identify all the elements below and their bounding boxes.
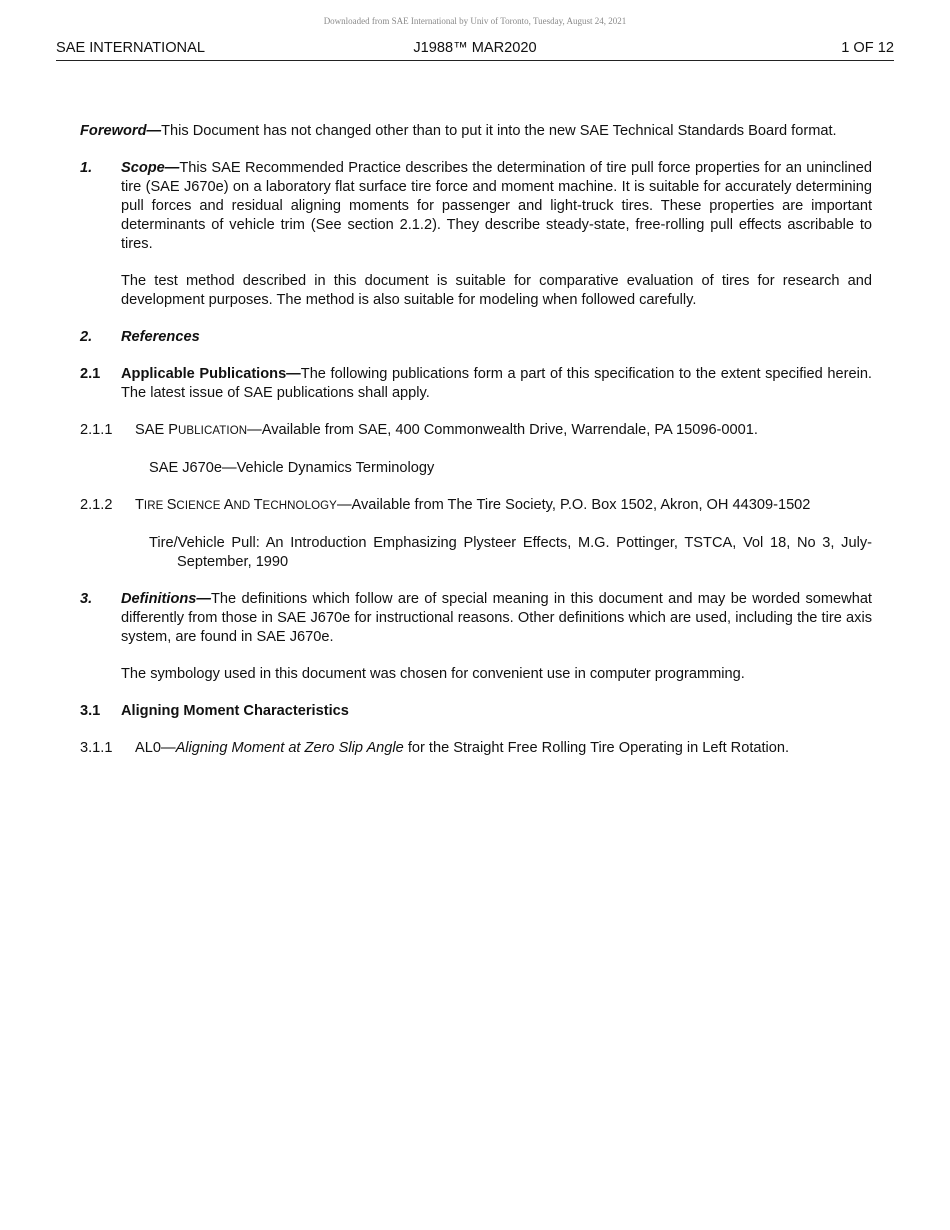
header-doc-id: J1988™ MAR2020 <box>413 40 537 56</box>
header-page-number: 1 OF 12 <box>841 40 894 56</box>
section-number: 2.1 <box>80 366 101 382</box>
definitions-text: The definitions which follow are of special meaning in this document and may be worded somewhat differently from those in SAE J670e for instructional reasons. Other definitions which are used, including the tire axis system, are found in SAE J670e. <box>121 591 872 645</box>
al0-paragraph: AL0—Aligning Moment at Zero Slip Angle for the Straight Free Rolling Tire Operating in Left Rotation. <box>135 740 790 756</box>
section-number: 1. <box>80 160 93 176</box>
scope-label: Scope— <box>121 160 180 176</box>
scope-paragraph-2: The test method described in this document is suitable for comparative evaluation of tires for research and development purposes. The method is also suitable for modeling when followed carefully. <box>121 273 872 308</box>
section-1-scope <box>80 159 872 254</box>
section-number: 3.1.1 <box>80 740 113 756</box>
applicable-text: The following publications form a part of this specification to the extent specified herein. The latest issue of SAE publications shall apply. <box>121 366 872 401</box>
scope-text: This SAE Recommended Practice describes the determination of tire pull force properties for an uninclined tire (SAE J670e) on a laboratory flat surface tire force and moment machine. It is suitable for accurately determining pull forces and residual aligning moments for passenger and light-truck tires. These properties are important determinants of vehicle trim (See section 2.1.2). They describe steady-state, free-rolling pull effects ascribable to tires. <box>121 160 872 252</box>
definitions-paragraph-2: The symbology used in this document was chosen for convenient use in computer programming. <box>121 666 745 682</box>
header-org: SAE INTERNATIONAL <box>56 40 205 56</box>
section-number: 2.1.1 <box>80 422 113 438</box>
al0-text: for the Straight Free Rolling Tire Operating in Left Rotation. <box>403 740 790 756</box>
section-2-references <box>80 328 872 347</box>
definitions-paragraph <box>121 590 872 647</box>
section-3-definitions <box>80 590 872 647</box>
section-3-1-1-al0 <box>80 739 872 758</box>
section-number: 3. <box>80 591 93 607</box>
section-3-1-aligning-moment <box>80 702 872 721</box>
section-number: 2.1.2 <box>80 497 113 513</box>
tire-science-paragraph: TIRE SCIENCE AND TECHNOLOGY—Available from The Tire Society, P.O. Box 1502, Akron, OH 44309-1502 <box>135 497 811 513</box>
applicable-paragraph <box>121 365 872 403</box>
reference-item-pottinger: Tire/Vehicle Pull: An Introduction Emphasizing Plysteer Effects, M.G. Pottinger, TSTCA, Vol 18, No 3, July-September, 1990 <box>149 535 872 570</box>
section-2-1-applicable-publications <box>80 365 872 403</box>
sae-publication-paragraph: SAE PUBLICATION—Available from SAE, 400 Commonwealth Drive, Warrendale, PA 15096-0001. <box>135 422 758 438</box>
foreword-text: This Document has not changed other than to put it into the new SAE Technical Standards Board format. <box>161 123 837 139</box>
sae-publication-text: —Available from SAE, 400 Commonwealth Drive, Warrendale, PA 15096-0001. <box>247 422 758 438</box>
foreword-label: Foreword— <box>80 123 162 139</box>
foreword-paragraph <box>80 122 872 141</box>
document-body <box>80 122 872 776</box>
tire-science-text: —Available from The Tire Society, P.O. Box 1502, Akron, OH 44309-1502 <box>336 497 811 513</box>
download-note: Downloaded from SAE International by Univ of Toronto, Tuesday, August 24, 2021 <box>323 16 627 26</box>
aligning-heading: Aligning Moment Characteristics <box>121 703 349 719</box>
reference-item-j670e: SAE J670e—Vehicle Dynamics Terminology <box>149 460 435 476</box>
section-2-1-2-tire-science <box>80 496 872 516</box>
definitions-label: Definitions— <box>121 591 211 607</box>
page-header <box>56 38 894 61</box>
section-2-1-1-sae-publication <box>80 421 872 441</box>
section-number: 2. <box>80 329 93 345</box>
al0-term: Aligning Moment at Zero Slip Angle <box>175 740 404 756</box>
references-heading: References <box>121 329 200 345</box>
section-number: 3.1 <box>80 703 101 719</box>
applicable-label: Applicable Publications— <box>121 366 301 382</box>
scope-paragraph <box>121 159 872 254</box>
